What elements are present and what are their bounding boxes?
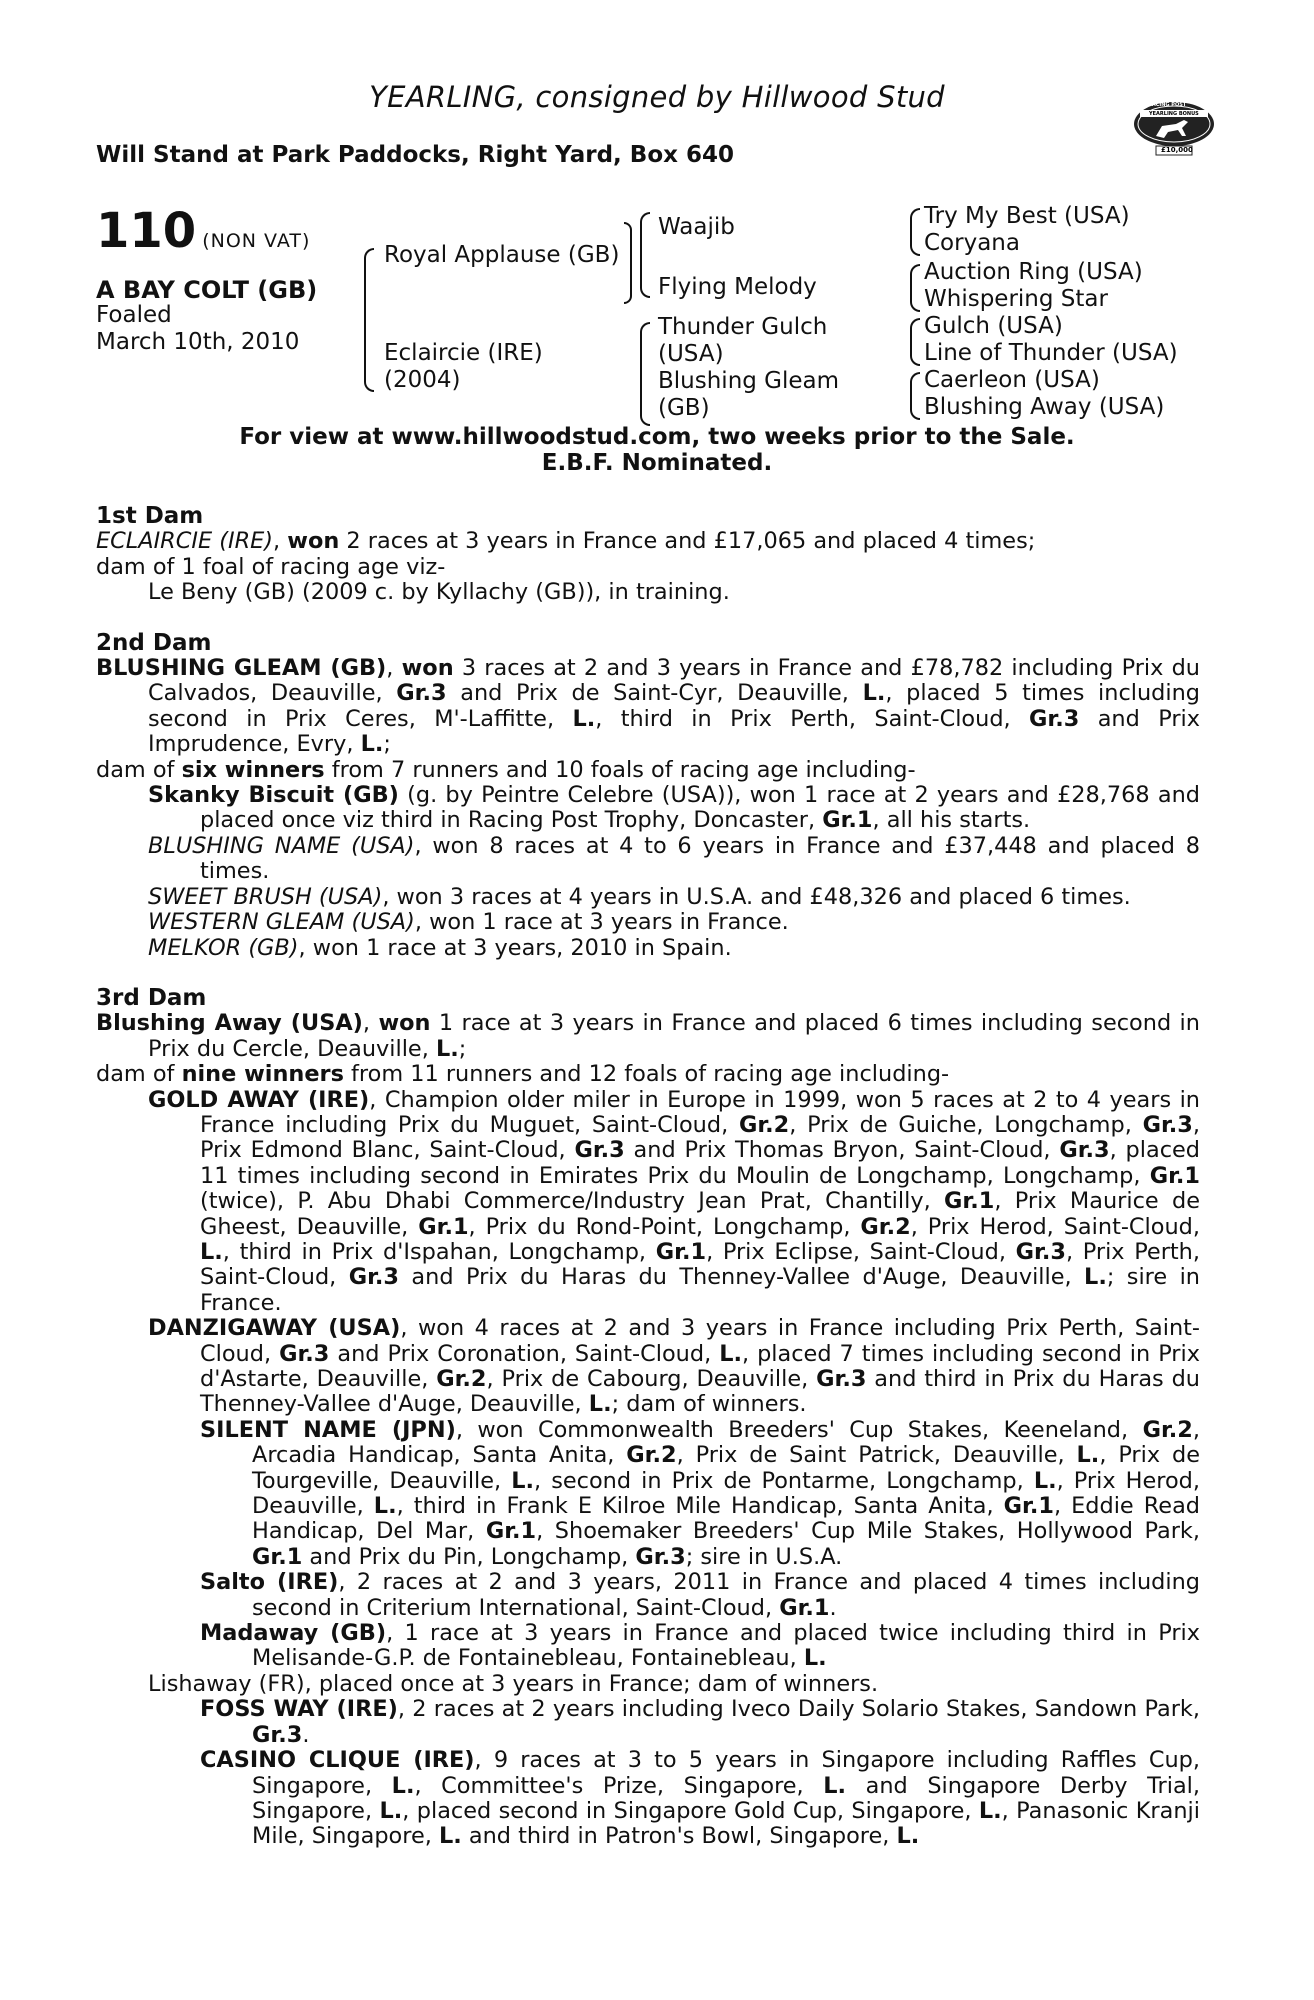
dam2-foal-skanky: Skanky Biscuit (GB) (g. by Peintre Celebre (USA)), won 1 race at 2 years and £28,768 and placed once viz third in Racing Post Trophy, Doncaster, Gr.1, all his starts. [148, 782, 1200, 834]
grand-8: Blushing Away (USA) [924, 394, 1165, 420]
grand-7: Caerleon (USA) [924, 367, 1100, 393]
pedigree-brace [910, 208, 920, 256]
dam-year: (2004) [384, 367, 461, 393]
pedigree-brace [910, 372, 920, 420]
grand-3: Auction Ring (USA) [924, 259, 1143, 285]
view-notice: For view at www.hillwoodstud.com, two weeks prior to the Sale. [239, 424, 1075, 450]
dam1-produce: dam of 1 foal of racing age viz- [96, 553, 446, 580]
badge-mid-text: YEARLING BONUS [1149, 111, 1199, 117]
pedigree-brace [640, 212, 650, 298]
dam2-foal-sb: SWEET BRUSH (USA), won 3 races at 4 years in U.S.A. and £48,326 and placed 6 times. [148, 883, 1131, 910]
lot-number-block [96, 203, 311, 266]
dam2-foal-wg: WESTERN GLEAM (USA), won 1 race at 3 years in France. [148, 909, 789, 936]
ebf-notice: E.B.F. Nominated. [541, 450, 773, 476]
dam-sire-line2: (USA) [658, 341, 724, 367]
dam1-heading: 1st Dam [96, 503, 204, 529]
dam-dam-line1: Blushing Gleam [658, 368, 840, 394]
pedigree-brace [624, 222, 632, 304]
vat-status: (NON VAT) [202, 230, 311, 252]
badge-top-text: RACING POST [1148, 102, 1187, 108]
sire-dam: Flying Melody [658, 274, 817, 300]
dam3-heading: 3rd Dam [96, 984, 207, 1011]
catalogue-title: YEARLING, consigned by Hillwood Stud [369, 80, 945, 114]
dam3-foal-casinoclique: CASINO CLIQUE (IRE), 9 races at 3 to 5 years in Singapore including Raffles Cup, Singapore, L., Committee's Prize, Singapore, L. and Singapore Derby Trial, Singapore, L., placed second in Singapore Gold Cup, Singapore, L., Panasonic Kranji Mile, Singapore, L. and third in Patron's Bowl, Singapore, L. [200, 1747, 1201, 1850]
grand-1: Try My Best (USA) [924, 203, 1130, 229]
dam1-foal: Le Beny (GB) (2009 c. by Kyllachy (GB)), in training. [148, 579, 730, 606]
dam3-foal-madaway: Madaway (GB), 1 race at 3 years in France and placed twice including third in Prix Melisande-G.P. de Fontainebleau, Fontainebleau, L. [200, 1620, 1201, 1672]
dam-dam-line2: (GB) [658, 395, 710, 421]
sire-sire: Waajib [658, 214, 735, 240]
badge-amount: £10,000 [1161, 146, 1193, 154]
dam3-foal-salto: Salto (IRE), 2 races at 2 and 3 years, 2011 in France and placed 4 times including second in Criterium International, Saint-Cloud, Gr.1. [200, 1569, 1200, 1621]
grand-2: Coryana [924, 230, 1020, 256]
dam3-foal-lishaway: Lishaway (FR), placed once at 3 years in France; dam of winners. [148, 1670, 879, 1697]
foaled-label: Foaled [96, 302, 172, 328]
grand-6: Line of Thunder (USA) [924, 340, 1178, 366]
pedigree-brace [640, 322, 650, 426]
sire-name: Royal Applause (GB) [384, 242, 620, 268]
pedigree-body [96, 504, 1200, 1850]
dam-sire-line1: Thunder Gulch [658, 314, 828, 340]
lot-number: 110 [96, 203, 197, 259]
pedigree-brace [364, 248, 374, 392]
dam3-record: Blushing Away (USA), won 1 race at 3 years in France and placed 6 times including second in Prix du Cercle, Deauville, L.; [96, 1010, 1200, 1062]
dam2-record: BLUSHING GLEAM (GB), won 3 races at 2 and 3 years in France and £78,782 including Prix du Calvados, Deauville, Gr.3 and Prix de Saint-Cyr, Deauville, L., placed 5 times including second in Prix Ceres, M'-Laffitte, L., third in Prix Perth, Saint-Cloud, Gr.3 and Prix Imprudence, Evry, L.; [96, 655, 1201, 758]
stand-location: Will Stand at Park Paddocks, Right Yard, Box 640 [96, 142, 734, 168]
dam3-foal-danzigaway: DANZIGAWAY (USA), won 4 races at 2 and 3 years in France including Prix Perth, Saint-Cloud, Gr.3 and Prix Coronation, Saint-Cloud, L., placed 7 times including second in Prix d'Astarte, Deauville, Gr.2, Prix de Cabourg, Deauville, Gr.3 and third in Prix du Haras du Thenney-Vallee d'Auge, Deauville, L.; dam of winners. [148, 1315, 1200, 1418]
dam3-produce: dam of nine winners from 11 runners and 12 foals of racing age including- [96, 1061, 950, 1088]
dam-name: Eclaircie (IRE) [384, 340, 543, 366]
grand-5: Gulch (USA) [924, 313, 1063, 339]
dam2-foal-mk: MELKOR (GB), won 1 race at 3 years, 2010 in Spain. [148, 934, 732, 961]
grand-4: Whispering Star [924, 286, 1108, 312]
dam2-foal-bn: BLUSHING NAME (USA), won 8 races at 4 to 6 years in France and £37,448 and placed 8 times. [148, 832, 1200, 885]
pedigree-brace [910, 318, 920, 366]
dam3-foal-silentname: SILENT NAME (JPN), won Commonwealth Breeders' Cup Stakes, Keeneland, Gr.2, Arcadia Handicap, Santa Anita, Gr.2, Prix de Saint Patrick, Deauville, L., Prix de Tourgeville, Deauville, L., second in Prix de Pontarme, Longchamp, L., Prix Herod, Deauville, L., third in Frank E Kilroe Mile Handicap, Santa Anita, Gr.1, Eddie Read Handicap, Del Mar, Gr.1, Shoemaker Breeders' Cup Mile Stakes, Hollywood Park, Gr.1 and Prix du Pin, Longchamp, Gr.3; sire in U.S.A. [200, 1416, 1201, 1570]
yearling-bonus-badge [1132, 96, 1216, 156]
foaled-date: March 10th, 2010 [96, 329, 300, 355]
dam2-heading: 2nd Dam [96, 629, 212, 656]
dam3-foal-goldaway: GOLD AWAY (IRE), Champion older miler in Europe in 1999, won 5 races at 2 to 4 years in France including Prix du Muguet, Saint-Cloud, Gr.2, Prix de Guiche, Longchamp, Gr.3, Prix Edmond Blanc, Saint-Cloud, Gr.3 and Prix Thomas Bryon, Saint-Cloud, Gr.3, placed 11 times including second in Emirates Prix du Moulin de Longchamp, Longchamp, Gr.1 (twice), P. Abu Dhabi Commerce/Industry Jean Prat, Chantilly, Gr.1, Prix Maurice de Gheest, Deauville, Gr.1, Prix du Rond-Point, Longchamp, Gr.2, Prix Herod, Saint-Cloud, L., third in Prix d'Ispahan, Longchamp, Gr.1, Prix Eclipse, Saint-Cloud, Gr.3, Prix Perth, Saint-Cloud, Gr.3 and Prix du Haras du Thenney-Vallee d'Auge, Deauville, L.; sire in France. [148, 1086, 1201, 1316]
dam3-foal-fossway: FOSS WAY (IRE), 2 races at 2 years including Iveco Daily Solario Stakes, Sandown Park, Gr.3. [200, 1696, 1200, 1748]
dam1-record: ECLAIRCIE (IRE), won 2 races at 3 years in France and £17,065 and placed 4 times; [96, 528, 1036, 555]
dam2-produce: dam of six winners from 7 runners and 10 foals of racing age including- [96, 756, 916, 783]
pedigree-brace [910, 264, 920, 312]
lot-name: A BAY COLT (GB) [96, 276, 318, 304]
